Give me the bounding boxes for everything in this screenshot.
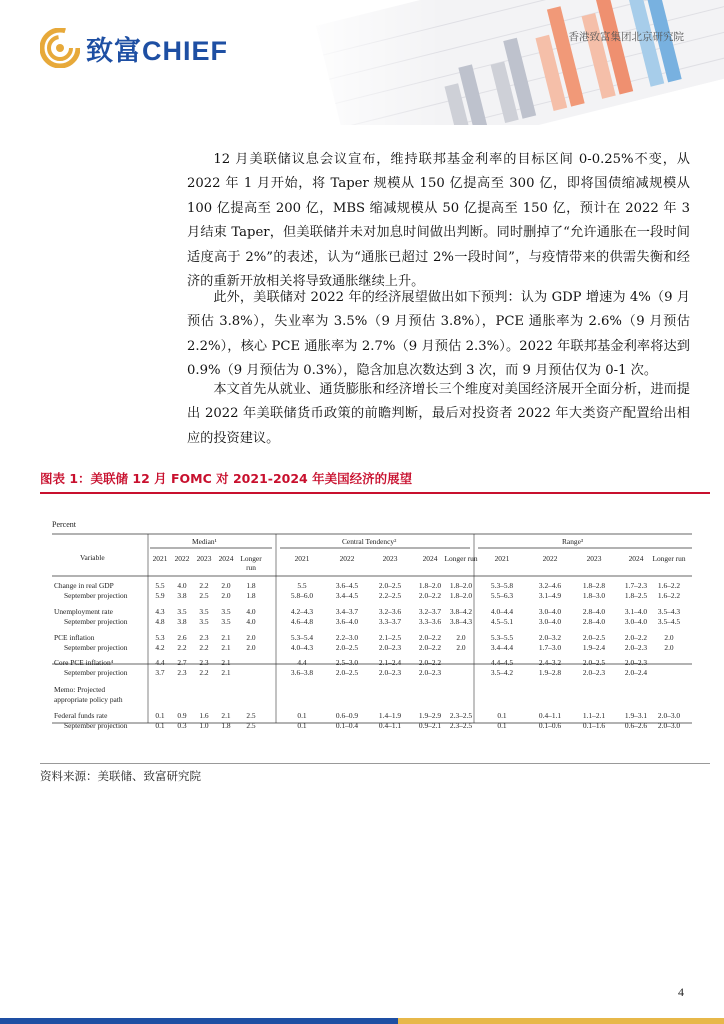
range-value: 2.0 (664, 633, 674, 642)
median-value: 5.9 (155, 591, 165, 600)
median-value: 0.9 (177, 711, 187, 720)
central-value: 3.3–3.7 (378, 617, 402, 626)
median-value: 2.2 (199, 581, 209, 590)
header-chart-illustration (290, 0, 724, 125)
range-value: 1.1–2.1 (582, 711, 606, 720)
row-label: September projection (64, 668, 128, 677)
range-value: 2.0–2.4 (624, 668, 648, 677)
central-value: 0.6–0.9 (335, 711, 359, 720)
central-value: 3.6–4.5 (335, 581, 359, 590)
central-col-0: 2021 (294, 554, 310, 563)
range-value: 1.6–2.2 (657, 581, 681, 590)
range-value: 3.5–4.5 (657, 617, 681, 626)
range-value: 3.1–4.9 (538, 591, 562, 600)
range-col-3: 2024 (628, 554, 644, 563)
median-value: 4.0 (246, 607, 256, 616)
range-value: 1.8–3.0 (582, 591, 606, 600)
range-value: 3.2–4.6 (538, 581, 562, 590)
median-value: 3.5 (221, 617, 231, 626)
range-value: 1.9–2.4 (582, 643, 606, 652)
median-value: 3.5 (199, 607, 209, 616)
central-value: 0.4–1.1 (378, 721, 402, 730)
central-value: 2.3–2.5 (449, 711, 473, 720)
central-value: 2.2–2.5 (378, 591, 402, 600)
central-col-1: 2022 (339, 554, 355, 563)
brand-logo (40, 28, 228, 68)
range-value: 2.0 (664, 643, 674, 652)
median-value: 3.8 (177, 617, 187, 626)
central-value: 2.0–2.2 (418, 591, 442, 600)
central-value: 1.8–2.0 (418, 581, 442, 590)
paragraph-text: 本文首先从就业、通货膨胀和经济增长三个维度对美国经济展开全面分析，进而提出 2022 年美联储货币政策的前瞻判断，最后对投资者 2022 年大类资产配置给出相应的投资建议。 (187, 382, 690, 446)
median-value: 4.4 (155, 658, 165, 667)
range-col-4: Longer run (652, 554, 686, 563)
range-value: 3.5–4.2 (490, 668, 514, 677)
row-label: Unemployment rate (54, 607, 113, 616)
central-value: 2.0 (456, 633, 466, 642)
central-value: 3.2–3.6 (378, 607, 402, 616)
paragraph-text: 此外，美联储对 2022 年的经济展望做出如下预判：认为 GDP 增速为 4%（9 月预估 3.8%），失业率为 3.5%（9 月预估 3.8%），PCE 通胀率为 2.6%（9 月预估 2.2%），核心 PCE 通胀率为 2.7%（9 月预估 2.3%）。2022 年联邦基金利率将达到 0.9%（9 月预估为 0.3%），隐含加息次数达到 3 次，而 9 月预估仅为 0-1 次。 (187, 290, 690, 379)
median-value: 2.1 (221, 711, 231, 720)
central-value: 3.3–3.6 (418, 617, 442, 626)
figure-title: 图表 1：美联储 12 月 FOMC 对 2021-2024 年美国经济的展望 (40, 471, 413, 486)
median-value: 2.0 (246, 633, 256, 642)
median-value: 5.3 (155, 633, 165, 642)
central-value: 4.4 (297, 658, 307, 667)
range-value: 0.1 (497, 711, 507, 720)
median-value: 0.1 (155, 711, 165, 720)
range-value: 1.6–2.2 (657, 591, 681, 600)
range-value: 3.1–4.0 (624, 607, 648, 616)
range-value: 1.9–2.8 (538, 668, 562, 677)
central-value: 4.0–4.3 (290, 643, 314, 652)
range-value: 4.0–4.4 (490, 607, 514, 616)
range-col-2: 2023 (586, 554, 602, 563)
row-label: September projection (64, 643, 128, 652)
median-value: 1.0 (199, 721, 209, 730)
row-label: Change in real GDP (54, 581, 114, 590)
group-central-tendency: Central Tendency² (342, 537, 397, 546)
range-value: 2.0–2.3 (582, 668, 606, 677)
median-value: 2.0 (221, 591, 231, 600)
median-value: 2.2 (199, 643, 209, 652)
central-value: 3.8–4.3 (449, 617, 473, 626)
median-value: 5.5 (155, 581, 165, 590)
memo-line-2: appropriate policy path (54, 695, 123, 704)
paragraph-2 (187, 286, 690, 384)
median-value: 2.7 (177, 658, 187, 667)
central-value: 2.0–2.5 (378, 581, 402, 590)
median-value: 4.8 (155, 617, 165, 626)
figure-source: 资料来源：美联储、致富研究院 (40, 769, 201, 783)
central-value: 0.1–0.4 (335, 721, 359, 730)
paragraph-3 (187, 378, 690, 451)
range-value: 2.8–4.0 (582, 607, 606, 616)
range-value: 3.5–4.3 (657, 607, 681, 616)
range-value: 4.5–5.1 (490, 617, 514, 626)
central-value: 1.9–2.9 (418, 711, 442, 720)
median-value: 2.5 (199, 591, 209, 600)
range-value: 4.4–4.5 (490, 658, 514, 667)
median-value: 4.0 (177, 581, 187, 590)
central-value: 3.6–3.8 (290, 668, 314, 677)
median-col-0: 2021 (152, 554, 168, 563)
median-col-1: 2022 (174, 554, 190, 563)
central-value: 1.4–1.9 (378, 711, 402, 720)
central-value: 2.3–2.5 (449, 721, 473, 730)
row-label: PCE inflation (54, 633, 95, 642)
row-label: Core PCE inflation⁴ (54, 658, 114, 667)
median-value: 1.6 (199, 711, 209, 720)
median-value: 2.0 (221, 581, 231, 590)
median-value: 2.3 (199, 658, 209, 667)
paragraph-1 (187, 148, 690, 294)
median-value: 2.3 (177, 668, 187, 677)
central-value: 3.4–4.5 (335, 591, 359, 600)
institute-name: 香港致富集团北京研究院 (568, 31, 684, 43)
range-value: 2.0–3.0 (657, 711, 681, 720)
median-value: 2.0 (246, 643, 256, 652)
central-value: 3.2–3.7 (418, 607, 442, 616)
range-value: 1.7–3.0 (538, 643, 562, 652)
variable-header: Variable (80, 553, 105, 562)
range-value: 3.4–4.4 (490, 643, 514, 652)
range-value: 2.0–2.2 (624, 633, 648, 642)
range-value: 2.0–2.3 (624, 658, 648, 667)
range-value: 1.8–2.8 (582, 581, 606, 590)
range-value: 2.0–2.3 (624, 643, 648, 652)
range-value: 0.4–1.1 (538, 711, 562, 720)
median-value: 3.5 (199, 617, 209, 626)
central-value: 5.5 (297, 581, 307, 590)
range-value: 3.0–4.0 (538, 617, 562, 626)
median-value: 3.7 (155, 668, 165, 677)
central-value: 2.1–2.5 (378, 633, 402, 642)
central-value: 2.0–2.3 (378, 668, 402, 677)
row-label: September projection (64, 721, 128, 730)
row-label: September projection (64, 617, 128, 626)
range-value: 5.3–5.8 (490, 581, 514, 590)
central-value: 4.6–4.8 (290, 617, 314, 626)
range-value: 0.6–2.6 (624, 721, 648, 730)
range-value: 2.0–3.2 (538, 633, 562, 642)
central-value: 3.6–4.0 (335, 617, 359, 626)
central-value: 2.0–2.3 (418, 668, 442, 677)
range-value: 1.8–2.5 (624, 591, 648, 600)
central-value: 2.5–3.0 (335, 658, 359, 667)
central-value: 2.0–2.5 (335, 643, 359, 652)
group-range: Range³ (562, 537, 584, 546)
range-col-0: 2021 (494, 554, 510, 563)
range-col-1: 2022 (542, 554, 558, 563)
central-value: 0.1 (297, 721, 307, 730)
median-col-4: Longer run (240, 554, 262, 572)
central-value: 2.0–2.2 (418, 633, 442, 642)
central-value: 2.1–2.4 (378, 658, 402, 667)
median-value: 2.2 (177, 643, 187, 652)
median-value: 2.1 (221, 633, 231, 642)
page-header (0, 0, 724, 125)
row-label: Federal funds rate (54, 711, 108, 720)
paragraph-text: 12 月美联储议息会议宣布，维持联邦基金利率的目标区间 0-0.25%不变，从 2022 年 1 月开始，将 Taper 规模从 150 亿提高至 300 亿，即将国债缩减规模从 100 亿提高至 200 亿，MBS 缩减规模从 50 亿提高至 150 亿，预计在 2022 年 3 月结束 Taper，但美联储并未对加息时间做出判断。同时删掉了“允许通胀在一段时间适度高于 2%”的表述，认为“通胀已超过 2%一段时间”，与疫情带来的供需失衡和经济的重新开放相关将导致通胀继续上升。 (187, 152, 690, 290)
median-value: 0.3 (177, 721, 187, 730)
median-value: 2.1 (221, 643, 231, 652)
logo-text: 致富CHIEF (86, 35, 228, 66)
range-value: 3.0–4.0 (624, 617, 648, 626)
central-value: 2.0 (456, 643, 466, 652)
range-value: 0.1–1.6 (582, 721, 606, 730)
median-value: 3.5 (177, 607, 187, 616)
memo-line-1: Memo: Projected (54, 685, 106, 694)
central-value: 5.8–6.0 (290, 591, 314, 600)
median-value: 2.2 (199, 668, 209, 677)
median-value: 2.6 (177, 633, 187, 642)
table-unit: Percent (52, 520, 76, 529)
range-value: 5.5–6.3 (490, 591, 514, 600)
central-value: 0.9–2.1 (418, 721, 442, 730)
median-value: 2.3 (199, 633, 209, 642)
median-col-2: 2023 (196, 554, 212, 563)
median-value: 4.3 (155, 607, 165, 616)
central-value: 1.8–2.0 (449, 591, 473, 600)
range-value: 2.4–3.2 (538, 658, 562, 667)
fomc-projection-table (52, 520, 692, 750)
central-value: 2.0–2.2 (418, 643, 442, 652)
central-value: 2.0–2.3 (378, 643, 402, 652)
central-value: 1.8–2.0 (449, 581, 473, 590)
range-value: 2.0–2.5 (582, 658, 606, 667)
central-col-3: 2024 (422, 554, 438, 563)
median-value: 1.8 (246, 581, 256, 590)
range-value: 0.1–0.6 (538, 721, 562, 730)
central-value: 2.0–2.5 (335, 668, 359, 677)
median-value: 0.1 (155, 721, 165, 730)
median-value: 4.0 (246, 617, 256, 626)
row-label: September projection (64, 591, 128, 600)
central-value: 2.2–3.0 (335, 633, 359, 642)
median-value: 2.1 (221, 668, 231, 677)
median-col-3: 2024 (218, 554, 234, 563)
central-col-4: Longer run (444, 554, 478, 563)
range-value: 1.9–3.1 (624, 711, 648, 720)
footer-bar (0, 1018, 724, 1024)
range-value: 2.0–3.0 (657, 721, 681, 730)
figure-top-rule (40, 492, 710, 494)
median-value: 2.1 (221, 658, 231, 667)
chief-logo-icon (40, 28, 80, 68)
central-value: 5.3–5.4 (290, 633, 314, 642)
page-number: 4 (678, 985, 684, 999)
figure-bottom-rule (40, 763, 710, 764)
central-value: 4.2–4.3 (290, 607, 314, 616)
central-value: 3.4–3.7 (335, 607, 359, 616)
median-value: 2.5 (246, 711, 256, 720)
range-value: 1.7–2.3 (624, 581, 648, 590)
central-col-2: 2023 (382, 554, 398, 563)
median-value: 3.5 (221, 607, 231, 616)
median-value: 1.8 (221, 721, 231, 730)
range-value: 2.8–4.0 (582, 617, 606, 626)
group-median: Median¹ (192, 537, 217, 546)
central-value: 0.1 (297, 711, 307, 720)
range-value: 0.1 (497, 721, 507, 730)
median-value: 4.2 (155, 643, 165, 652)
central-value: 3.8–4.2 (449, 607, 473, 616)
range-value: 5.3–5.5 (490, 633, 514, 642)
range-value: 2.0–2.5 (582, 633, 606, 642)
central-value: 2.0–2.2 (418, 658, 442, 667)
range-value: 3.0–4.0 (538, 607, 562, 616)
median-value: 1.8 (246, 591, 256, 600)
median-value: 2.5 (246, 721, 256, 730)
median-value: 3.8 (177, 591, 187, 600)
